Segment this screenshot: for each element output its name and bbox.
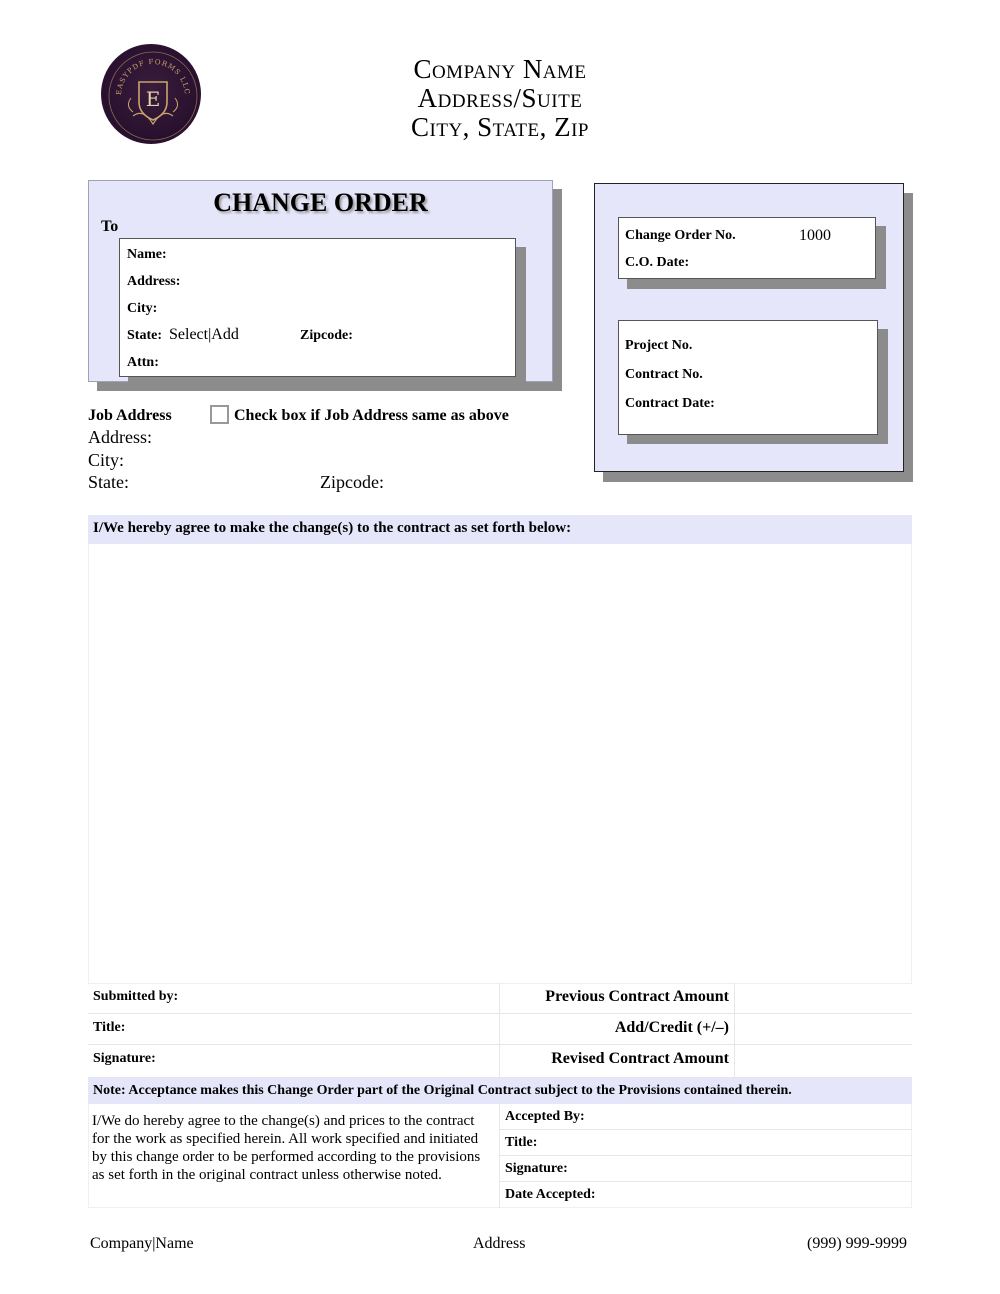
contract-date-label: Contract Date: xyxy=(625,396,715,411)
company-logo xyxy=(101,44,201,144)
signature-cell[interactable] xyxy=(88,1045,500,1078)
to-label: To xyxy=(101,218,119,235)
footer-address: Address xyxy=(473,1235,526,1252)
company-city-state-zip: City, State, Zip xyxy=(411,112,589,142)
submitter-title-label: Title: xyxy=(93,1020,126,1035)
previous-amount-label-cell xyxy=(500,983,735,1014)
title-cell[interactable] xyxy=(88,1014,500,1045)
job-city-field-label: City: xyxy=(88,450,125,470)
job-state-field-label: State: xyxy=(88,472,129,492)
add-credit-label: Add/Credit (+/–) xyxy=(614,1019,729,1036)
change-description-field[interactable] xyxy=(88,544,912,984)
footer-phone: (999) 999-9999 xyxy=(807,1235,907,1252)
co-date-label: C.O. Date: xyxy=(625,255,690,270)
job-address-field-label: Address: xyxy=(88,427,152,447)
date-accepted-label: Date Accepted: xyxy=(505,1187,596,1202)
acceptance-note: Note: Acceptance makes this Change Order part of the Original Contract subject to the Provisions contained therein. xyxy=(88,1078,912,1104)
recipient-attn-label: Attn: xyxy=(127,355,159,370)
accepted-by-field[interactable] xyxy=(500,1104,912,1130)
change-order-no-label: Change Order No. xyxy=(625,228,736,243)
change-order-title: CHANGE ORDER xyxy=(213,188,428,217)
company-name: Company Name xyxy=(413,54,587,84)
change-order-no-value[interactable]: 1000 xyxy=(799,227,831,244)
previous-contract-amount-label: Previous Contract Amount xyxy=(545,988,729,1005)
revised-amount-label-cell xyxy=(500,1045,735,1078)
previous-contract-amount-field[interactable] xyxy=(735,983,912,1014)
contract-no-label: Contract No. xyxy=(625,367,703,382)
submitter-signature-label: Signature: xyxy=(93,1051,156,1066)
company-header xyxy=(300,55,700,142)
recipient-state-label: State: xyxy=(127,328,162,343)
signature-row xyxy=(88,1045,912,1078)
revised-contract-amount-label: Revised Contract Amount xyxy=(551,1050,729,1067)
same-address-checkbox[interactable] xyxy=(210,405,229,424)
recipient-zipcode-label: Zipcode: xyxy=(300,328,353,343)
logo-arc-text: EASYPDF FORMS LLC xyxy=(114,57,192,96)
acceptor-title-field[interactable] xyxy=(500,1130,912,1156)
add-credit-field[interactable] xyxy=(735,1014,912,1045)
acceptor-title-label: Title: xyxy=(505,1135,538,1150)
revised-contract-amount-field[interactable] xyxy=(735,1045,912,1078)
footer-company: Company|Name xyxy=(90,1235,194,1252)
add-credit-label-cell xyxy=(500,1014,735,1045)
title-row xyxy=(88,1014,912,1045)
acceptor-signature-label: Signature: xyxy=(505,1161,568,1176)
company-address: Address/Suite xyxy=(417,83,583,113)
logo-emblem-icon xyxy=(103,46,203,146)
recipient-name-label: Name: xyxy=(127,247,167,262)
acceptor-signature-field[interactable] xyxy=(500,1156,912,1182)
job-zipcode-field-label: Zipcode: xyxy=(320,472,384,492)
acceptance-statement: I/We do hereby agree to the change(s) and prices to the contract for the work as specified herein. All work specified and initiated by this change order to be performed according to the provisions as set forth in the original contract unless otherwise noted. xyxy=(92,1113,481,1183)
submitted-by-row xyxy=(88,983,912,1014)
project-no-label: Project No. xyxy=(625,338,693,353)
accepted-by-label: Accepted By: xyxy=(505,1109,585,1124)
submitted-by-label: Submitted by: xyxy=(93,989,179,1004)
logo-letter: E xyxy=(145,87,161,111)
recipient-city-label: City: xyxy=(127,301,158,316)
recipient-box[interactable] xyxy=(119,238,516,377)
date-accepted-field[interactable] xyxy=(500,1182,912,1208)
job-address-label: Job Address xyxy=(88,407,172,424)
recipient-address-label: Address: xyxy=(127,274,181,289)
recipient-state-select[interactable]: Select|Add xyxy=(169,326,239,343)
same-address-checkbox-label: Check box if Job Address same as above xyxy=(234,407,509,424)
submitted-by-cell[interactable] xyxy=(88,983,500,1014)
agreement-header: I/We hereby agree to make the change(s) to the contract as set forth below: xyxy=(88,515,912,544)
